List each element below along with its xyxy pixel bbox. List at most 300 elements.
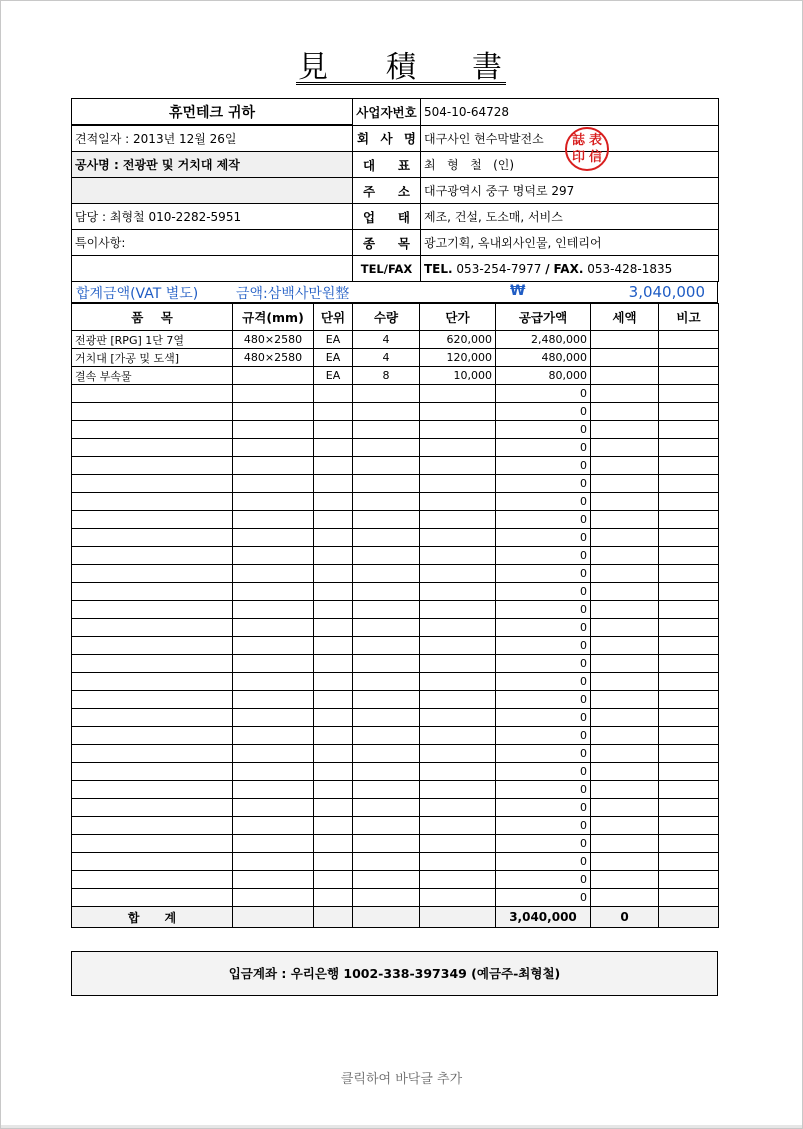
cell-price (420, 709, 496, 727)
tel-fax: TEL. 053-254-7977 / FAX. 053-428-1835 (421, 256, 719, 282)
cell-note (659, 421, 719, 439)
col-tax: 세액 (591, 304, 659, 331)
cell-note (659, 853, 719, 871)
table-row (72, 655, 719, 673)
cell-tax (591, 511, 659, 529)
cell-unit: EA (314, 331, 353, 349)
cell-qty (353, 691, 420, 709)
cell-item (72, 475, 233, 493)
cell-supply: 0 (496, 457, 591, 475)
table-row (72, 745, 719, 763)
cell-price (420, 583, 496, 601)
cell-note (659, 349, 719, 367)
cell-tax (591, 889, 659, 907)
cell-note (659, 727, 719, 745)
cell-unit (314, 475, 353, 493)
cell-qty (353, 619, 420, 637)
cell-qty (353, 853, 420, 871)
cell-unit (314, 781, 353, 799)
table-row (72, 385, 719, 403)
cell-item (72, 421, 233, 439)
biz-no: 504-10-64728 (421, 99, 719, 126)
cell-price (420, 493, 496, 511)
cell-qty (353, 565, 420, 583)
cell-supply: 0 (496, 673, 591, 691)
table-row (72, 691, 719, 709)
company-name: 대구사인 현수막발전소 (421, 125, 719, 152)
ceo-name: 최 형 철 (인) (421, 152, 719, 178)
add-footer-hint[interactable]: 클릭하여 바닥글 추가 (340, 1072, 463, 1087)
cell-qty (353, 655, 420, 673)
cell-tax (591, 655, 659, 673)
bank-account: 입금계좌 : 우리은행 1002-338-397349 (예금주-최형철) (71, 951, 718, 996)
cell-tax (591, 403, 659, 421)
estimate-date: 견적일자 : 2013년 12월 26일 (72, 125, 353, 152)
recipient: 휴먼테크 귀하 (72, 99, 353, 126)
company-label: 회 사 명 (353, 125, 421, 152)
cell-note (659, 673, 719, 691)
title-char-2: 積 (386, 50, 416, 85)
cell-item (72, 637, 233, 655)
total-label: 합계금액(VAT 별도) (76, 286, 199, 302)
cell-price: 620,000 (420, 331, 496, 349)
cell-price (420, 817, 496, 835)
table-row (72, 799, 719, 817)
cell-item (72, 799, 233, 817)
cell-supply: 0 (496, 745, 591, 763)
cell-item (72, 619, 233, 637)
cell-price: 10,000 (420, 367, 496, 385)
cell-price (420, 529, 496, 547)
col-qty: 수량 (353, 304, 420, 331)
sum-blank (659, 907, 719, 928)
cell-tax (591, 637, 659, 655)
cell-supply: 0 (496, 601, 591, 619)
cell-supply: 0 (496, 439, 591, 457)
cell-item (72, 457, 233, 475)
cell-note (659, 565, 719, 583)
cell-price (420, 619, 496, 637)
cell-note (659, 547, 719, 565)
cell-supply: 0 (496, 691, 591, 709)
cell-tax (591, 493, 659, 511)
total-korean-amount: 금액:삼백사만원整 (236, 286, 350, 302)
cell-spec (233, 835, 314, 853)
cell-tax (591, 601, 659, 619)
table-row (72, 349, 719, 367)
cell-spec (233, 547, 314, 565)
table-row (72, 439, 719, 457)
table-row (72, 817, 719, 835)
table-row (72, 673, 719, 691)
cell-note (659, 637, 719, 655)
cell-supply: 80,000 (496, 367, 591, 385)
cell-price (420, 403, 496, 421)
items-table (71, 303, 719, 928)
table-row (72, 475, 719, 493)
cell-qty (353, 781, 420, 799)
cell-note (659, 511, 719, 529)
cell-spec (233, 475, 314, 493)
cell-tax (591, 799, 659, 817)
cell-qty (353, 493, 420, 511)
cell-unit (314, 547, 353, 565)
cell-item: 전광판 [RPG] 1단 7열 (72, 331, 233, 349)
cell-price (420, 691, 496, 709)
cell-spec (233, 673, 314, 691)
cell-note (659, 763, 719, 781)
cell-tax (591, 817, 659, 835)
cell-qty (353, 871, 420, 889)
cell-note (659, 619, 719, 637)
cell-price (420, 421, 496, 439)
cell-item (72, 583, 233, 601)
cell-supply: 0 (496, 511, 591, 529)
cell-tax (591, 529, 659, 547)
cell-supply: 0 (496, 583, 591, 601)
cell-qty (353, 583, 420, 601)
header-table (71, 98, 719, 282)
cell-spec (233, 385, 314, 403)
cell-tax (591, 565, 659, 583)
cell-item (72, 727, 233, 745)
business-type-label: 업 태 (353, 204, 421, 230)
cell-unit (314, 817, 353, 835)
cell-tax (591, 691, 659, 709)
cell-spec (233, 889, 314, 907)
cell-item (72, 601, 233, 619)
business-category: 광고기획, 옥내외사인물, 인테리어 (421, 230, 719, 256)
cell-spec (233, 745, 314, 763)
col-item: 품 목 (72, 304, 233, 331)
table-row (72, 853, 719, 871)
cell-spec: 480×2580 (233, 349, 314, 367)
cell-spec (233, 457, 314, 475)
cell-unit (314, 889, 353, 907)
cell-spec (233, 637, 314, 655)
cell-qty (353, 835, 420, 853)
cell-qty (353, 511, 420, 529)
cell-item (72, 691, 233, 709)
cell-unit (314, 493, 353, 511)
cell-qty: 8 (353, 367, 420, 385)
table-row (72, 601, 719, 619)
cell-supply: 0 (496, 385, 591, 403)
cell-price (420, 601, 496, 619)
table-row (72, 331, 719, 349)
cell-unit: EA (314, 367, 353, 385)
cell-item (72, 547, 233, 565)
cell-unit (314, 565, 353, 583)
cell-note (659, 781, 719, 799)
cell-price (420, 673, 496, 691)
cell-item (72, 439, 233, 457)
cell-item (72, 403, 233, 421)
cell-price (420, 439, 496, 457)
address: 대구광역시 중구 명덕로 297 (421, 178, 719, 204)
cell-note (659, 799, 719, 817)
cell-spec (233, 655, 314, 673)
cell-supply: 0 (496, 835, 591, 853)
cell-item (72, 655, 233, 673)
col-unit: 단위 (314, 304, 353, 331)
title-char-3: 書 (472, 50, 502, 85)
cell-supply: 0 (496, 547, 591, 565)
cell-tax (591, 547, 659, 565)
cell-unit (314, 439, 353, 457)
cell-supply: 0 (496, 871, 591, 889)
col-note: 비고 (659, 304, 719, 331)
cell-unit (314, 727, 353, 745)
cell-note (659, 655, 719, 673)
cell-qty (353, 403, 420, 421)
cell-qty (353, 727, 420, 745)
cell-spec (233, 403, 314, 421)
cell-unit (314, 529, 353, 547)
cell-price (420, 511, 496, 529)
sum-blank (314, 907, 353, 928)
cell-unit (314, 799, 353, 817)
category-label: 종 목 (353, 230, 421, 256)
cell-tax (591, 853, 659, 871)
document-title (296, 42, 506, 85)
sum-blank (420, 907, 496, 928)
cell-item (72, 781, 233, 799)
table-row (72, 421, 719, 439)
cell-qty: 4 (353, 331, 420, 349)
cell-unit (314, 871, 353, 889)
table-row (72, 457, 719, 475)
cell-item (72, 763, 233, 781)
cell-spec (233, 727, 314, 745)
cell-note (659, 529, 719, 547)
table-row (72, 511, 719, 529)
blank-cell (72, 178, 353, 204)
cell-item (72, 529, 233, 547)
cell-unit (314, 511, 353, 529)
cell-price (420, 457, 496, 475)
cell-qty (353, 439, 420, 457)
cell-qty (353, 673, 420, 691)
cell-qty (353, 817, 420, 835)
cell-qty (353, 601, 420, 619)
biz-no-label: 사업자번호 (353, 99, 421, 126)
cell-tax (591, 781, 659, 799)
cell-tax (591, 619, 659, 637)
cell-note (659, 691, 719, 709)
cell-price (420, 547, 496, 565)
cell-item (72, 817, 233, 835)
cell-price (420, 745, 496, 763)
cell-unit (314, 673, 353, 691)
cell-qty (353, 799, 420, 817)
cell-tax (591, 763, 659, 781)
cell-unit (314, 691, 353, 709)
cell-spec (233, 619, 314, 637)
cell-unit (314, 601, 353, 619)
cell-tax (591, 349, 659, 367)
cell-price (420, 799, 496, 817)
sum-blank (353, 907, 420, 928)
cell-tax (591, 331, 659, 349)
cell-spec (233, 601, 314, 619)
cell-tax (591, 475, 659, 493)
cell-tax (591, 583, 659, 601)
cell-note (659, 439, 719, 457)
cell-note (659, 475, 719, 493)
cell-item: 결속 부속물 (72, 367, 233, 385)
cell-price (420, 655, 496, 673)
cell-unit (314, 709, 353, 727)
cell-note (659, 601, 719, 619)
cell-item (72, 673, 233, 691)
cell-tax (591, 709, 659, 727)
table-row (72, 871, 719, 889)
cell-supply: 0 (496, 799, 591, 817)
cell-qty: 4 (353, 349, 420, 367)
cell-spec (233, 565, 314, 583)
cell-supply: 0 (496, 493, 591, 511)
cell-note (659, 331, 719, 349)
col-price: 단가 (420, 304, 496, 331)
cell-item (72, 835, 233, 853)
cell-price (420, 637, 496, 655)
cell-qty (353, 637, 420, 655)
cell-item (72, 853, 233, 871)
cell-price (420, 889, 496, 907)
cell-supply: 0 (496, 781, 591, 799)
table-row (72, 835, 719, 853)
cell-qty (353, 457, 420, 475)
cell-note (659, 385, 719, 403)
cell-price (420, 475, 496, 493)
cell-supply: 0 (496, 727, 591, 745)
sum-supply: 3,040,000 (496, 907, 591, 928)
company-seal: 誌 表 印 信 (565, 127, 609, 171)
table-row (72, 493, 719, 511)
table-row (72, 727, 719, 745)
cell-qty (353, 385, 420, 403)
cell-unit (314, 421, 353, 439)
cell-item (72, 709, 233, 727)
table-row (72, 619, 719, 637)
table-row (72, 565, 719, 583)
cell-tax (591, 673, 659, 691)
cell-item (72, 565, 233, 583)
cell-qty (353, 889, 420, 907)
table-row (72, 889, 719, 907)
table-row (72, 529, 719, 547)
cell-spec (233, 781, 314, 799)
cell-item (72, 385, 233, 403)
cell-spec (233, 367, 314, 385)
cell-supply: 480,000 (496, 349, 591, 367)
cell-price (420, 853, 496, 871)
cell-spec (233, 439, 314, 457)
ceo-label: 대 표 (353, 152, 421, 178)
title-char-1: 見 (298, 50, 328, 85)
cell-note (659, 457, 719, 475)
col-spec: 규격(mm) (233, 304, 314, 331)
cell-supply: 0 (496, 403, 591, 421)
blank-cell (72, 256, 353, 282)
cell-note (659, 745, 719, 763)
cell-item (72, 511, 233, 529)
cell-tax (591, 745, 659, 763)
cell-spec (233, 871, 314, 889)
business-type: 제조, 건설, 도소매, 서비스 (421, 204, 719, 230)
cell-unit (314, 763, 353, 781)
cell-qty (353, 529, 420, 547)
telfax-label: TEL/FAX (353, 256, 421, 282)
cell-price (420, 385, 496, 403)
cell-supply: 0 (496, 475, 591, 493)
cell-note (659, 817, 719, 835)
cell-spec (233, 763, 314, 781)
cell-item (72, 871, 233, 889)
cell-qty (353, 709, 420, 727)
table-row (72, 403, 719, 421)
cell-item (72, 745, 233, 763)
sum-label: 합 계 (72, 907, 233, 928)
cell-supply: 0 (496, 529, 591, 547)
cell-unit (314, 403, 353, 421)
cell-supply: 0 (496, 853, 591, 871)
cell-spec: 480×2580 (233, 331, 314, 349)
cell-unit (314, 583, 353, 601)
sum-tax: 0 (591, 907, 659, 928)
cell-spec (233, 421, 314, 439)
table-row (72, 709, 719, 727)
cell-supply: 0 (496, 709, 591, 727)
cell-spec (233, 691, 314, 709)
cell-unit (314, 619, 353, 637)
table-row (72, 547, 719, 565)
cell-note (659, 493, 719, 511)
contact-person: 담당 : 최형철 010-2282-5951 (72, 204, 353, 230)
cell-tax (591, 421, 659, 439)
items-header-row (72, 304, 719, 331)
cell-note (659, 835, 719, 853)
cell-item: 거치대 [가공 및 도색] (72, 349, 233, 367)
cell-item (72, 493, 233, 511)
cell-unit: EA (314, 349, 353, 367)
table-row (72, 781, 719, 799)
cell-price (420, 781, 496, 799)
cell-supply: 0 (496, 637, 591, 655)
cell-supply: 0 (496, 421, 591, 439)
cell-spec (233, 817, 314, 835)
cell-qty (353, 475, 420, 493)
cell-qty (353, 547, 420, 565)
sum-blank (233, 907, 314, 928)
cell-qty (353, 421, 420, 439)
cell-note (659, 871, 719, 889)
cell-unit (314, 835, 353, 853)
col-supply: 공급가액 (496, 304, 591, 331)
cell-note (659, 889, 719, 907)
cell-spec (233, 511, 314, 529)
cell-unit (314, 853, 353, 871)
table-row (72, 367, 719, 385)
cell-tax (591, 727, 659, 745)
cell-price (420, 727, 496, 745)
table-row (72, 637, 719, 655)
cell-spec (233, 493, 314, 511)
cell-price (420, 565, 496, 583)
cell-qty (353, 763, 420, 781)
cell-supply: 0 (496, 619, 591, 637)
